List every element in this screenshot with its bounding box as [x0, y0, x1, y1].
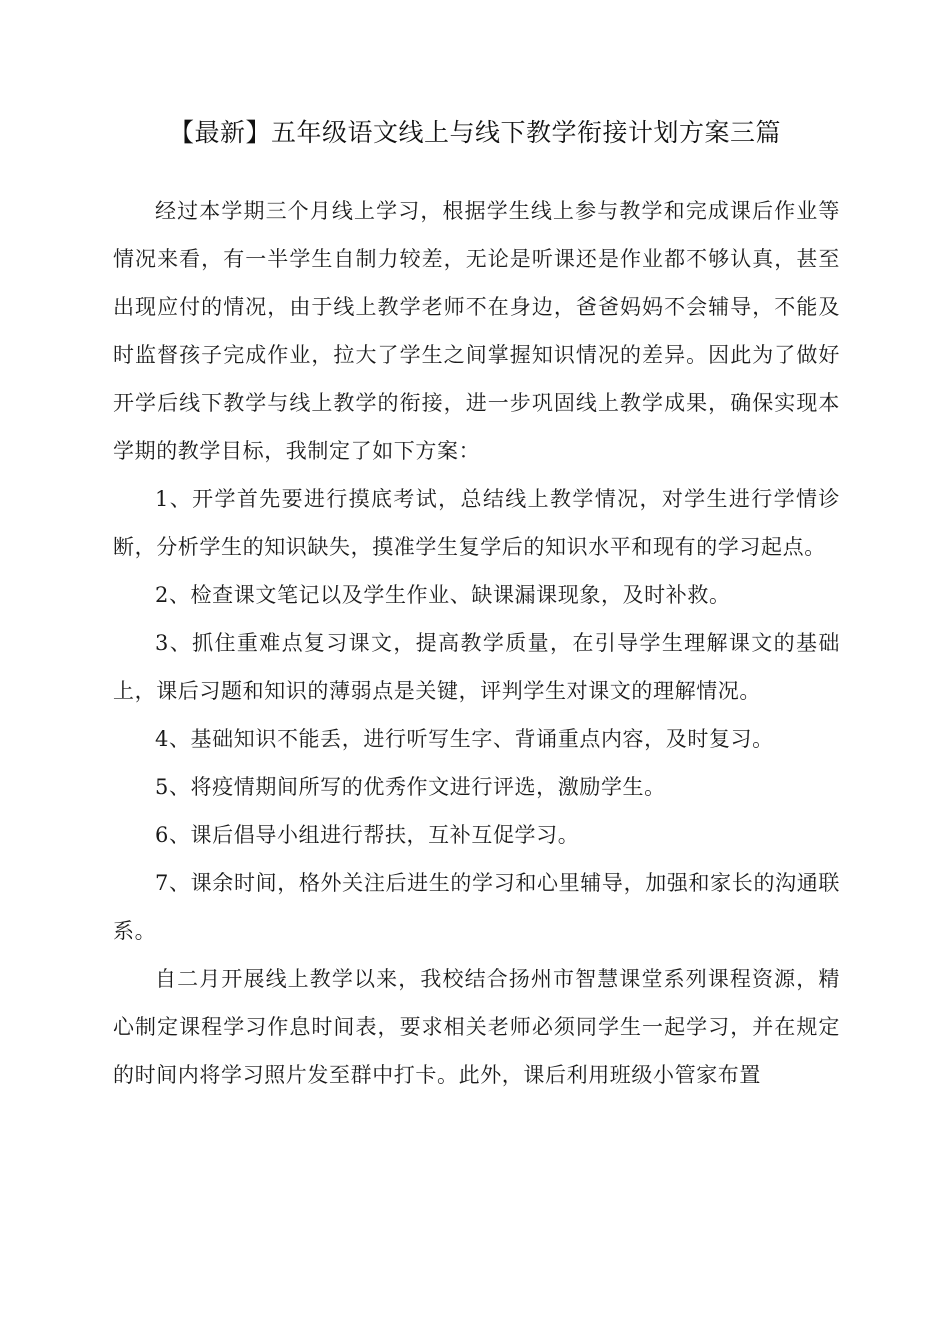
- paragraph-item-4: 4、基础知识不能丢，进行听写生字、背诵重点内容，及时复习。: [155, 727, 774, 751]
- paragraph-second-plan: 自二月开展线上教学以来，我校结合扬州市智慧课堂系列课程资源，精心制定课程学习作息时间表，要求相关老师必须同学生一起学习，并在规定的时间内将学习照片发至群中打卡。此外，课后利用班级小管家布置: [113, 967, 840, 1087]
- paragraph-item-2: 2、检查课文笔记以及学生作业、缺课漏课现象，及时补救。: [155, 583, 731, 607]
- paragraph-item-5: 5、将疫情期间所写的优秀作文进行评选，激励学生。: [155, 775, 666, 799]
- paragraph-item-3: 3、抓住重难点复习课文，提高教学质量，在引导学生理解课文的基础上，课后习题和知识的薄弱点是关键，评判学生对课文的理解情况。: [113, 631, 840, 703]
- paragraph-intro: 经过本学期三个月线上学习，根据学生线上参与教学和完成课后作业等情况来看，有一半学生自制力较差，无论是听课还是作业都不够认真，甚至出现应付的情况，由于线上教学老师不在身边，爸爸妈妈不会辅导，不能及时监督孩子完成作业，拉大了学生之间掌握知识情况的差异。因此为了做好开学后线下教学与线上教学的衔接，进一步巩固线上教学成果，确保实现本学期的教学目标，我制定了如下方案：: [113, 199, 840, 463]
- paragraph-item-1: 1、开学首先要进行摸底考试，总结线上教学情况，对学生进行学情诊断，分析学生的知识缺失，摸准学生复学后的知识水平和现有的学习起点。: [113, 487, 840, 559]
- paragraph-item-6: 6、课后倡导小组进行帮扶，互补互促学习。: [155, 823, 580, 847]
- document-title: 【最新】五年级语文线上与线下教学衔接计划方案三篇: [168, 118, 781, 147]
- document-body: [113, 187, 840, 1099]
- paragraph-item-7: 7、课余时间，格外关注后进生的学习和心里辅导，加强和家长的沟通联系。: [113, 871, 840, 943]
